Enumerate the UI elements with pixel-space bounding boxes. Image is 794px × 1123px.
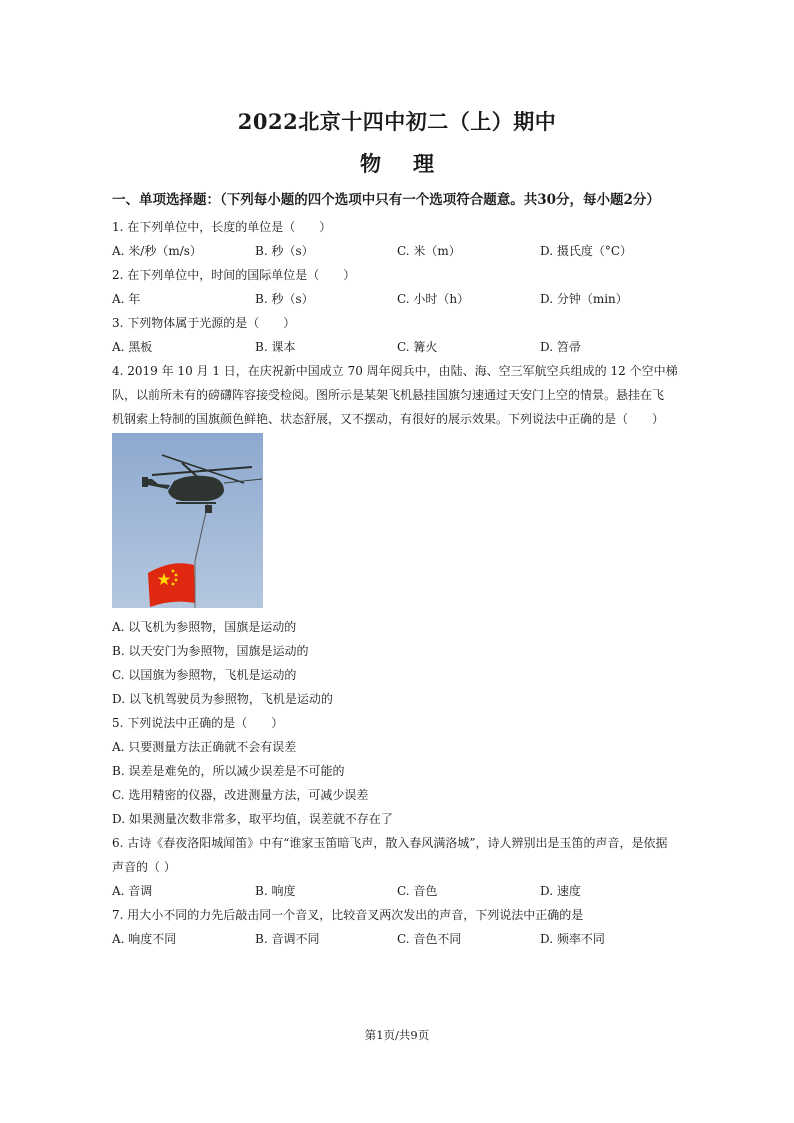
q2-option-c: C. 小时（h）	[397, 292, 470, 306]
q6-option-a: A. 音调	[112, 884, 153, 898]
q3-option-c: C. 篝火	[397, 340, 438, 354]
subject-char-1: 物	[360, 151, 381, 176]
question-6-line-2: 声音的（ ）	[112, 860, 176, 874]
question-6-line-1: 6. 古诗《春夜洛阳城闻笛》中有“谁家玉笛暗飞声，散入春风满洛城”，诗人辨别出是玉笛的声音，是依据	[112, 836, 668, 850]
q6-option-c: C. 音色	[397, 884, 438, 898]
q3-option-b: B. 课本	[255, 340, 296, 354]
subject-title	[0, 148, 794, 178]
q7-option-b: B. 音调不同	[255, 932, 320, 946]
q4-option-b: B. 以天安门为参照物，国旗是运动的	[112, 644, 309, 658]
helicopter-flag-illustration	[112, 433, 263, 608]
q2-option-a: A. 年	[112, 292, 141, 306]
q1-option-b: B. 秒（s）	[255, 244, 314, 258]
q1-option-c: C. 米（m）	[397, 244, 461, 258]
subject-char-2: 理	[413, 151, 434, 176]
q7-option-d: D. 频率不同	[540, 932, 605, 946]
exam-title: 2022北京十四中初二（上）期中	[237, 109, 557, 134]
q1-option-d: D. 摄氏度（°C）	[540, 244, 633, 258]
page-number: 第1页/共9页	[364, 1028, 430, 1042]
helicopter-flag-photo	[112, 433, 263, 608]
question-7-stem: 7. 用大小不同的力先后敲击同一个音叉，比较音叉两次发出的声音，下列说法中正确的是	[112, 908, 584, 922]
question-4-line-3: 机钢索上特制的国旗颜色鲜艳、状态舒展，又不摆动，有很好的展示效果。下列说法中正确的是（ ）	[112, 412, 665, 426]
q6-option-d: D. 速度	[540, 884, 581, 898]
q7-option-c: C. 音色不同	[397, 932, 462, 946]
q2-option-d: D. 分钟（min）	[540, 292, 628, 306]
q6-option-b: B. 响度	[255, 884, 296, 898]
q1-option-a: A. 米/秒（m/s）	[112, 244, 202, 258]
question-2-stem: 2. 在下列单位中，时间的国际单位是（ ）	[112, 268, 356, 282]
q5-option-d: D. 如果测量次数非常多，取平均值，误差就不存在了	[112, 812, 393, 826]
question-4-line-1: 4. 2019 年 10 月 1 日，在庆祝新中国成立 70 周年阅兵中，由陆、海、空三军航空兵组成的 12 个空中梯	[112, 364, 678, 378]
q3-option-d: D. 笤帚	[540, 340, 581, 354]
q4-option-c: C. 以国旗为参照物，飞机是运动的	[112, 668, 297, 682]
q5-option-a: A. 只要测量方法正确就不会有误差	[112, 740, 297, 754]
q3-option-a: A. 黑板	[112, 340, 153, 354]
question-1-stem: 1. 在下列单位中，长度的单位是（ ）	[112, 220, 332, 234]
question-4-line-2: 队，以前所未有的磅礴阵容接受检阅。图所示是某架飞机悬挂国旗匀速通过天安门上空的情景。悬挂在飞	[112, 388, 665, 402]
question-5-stem: 5. 下列说法中正确的是（ ）	[112, 716, 284, 730]
section-heading: 一、单项选择题：（下列每小题的四个选项中只有一个选项符合题意。共30分，每小题2分）	[112, 192, 660, 208]
q4-option-d: D. 以飞机驾驶员为参照物，飞机是运动的	[112, 692, 333, 706]
q5-option-c: C. 选用精密的仪器，改进测量方法，可减少误差	[112, 788, 369, 802]
q7-option-a: A. 响度不同	[112, 932, 177, 946]
q5-option-b: B. 误差是难免的，所以减少误差是不可能的	[112, 764, 345, 778]
question-3-stem: 3. 下列物体属于光源的是（ ）	[112, 316, 296, 330]
q4-option-a: A. 以飞机为参照物，国旗是运动的	[112, 620, 297, 634]
q2-option-b: B. 秒（s）	[255, 292, 314, 306]
